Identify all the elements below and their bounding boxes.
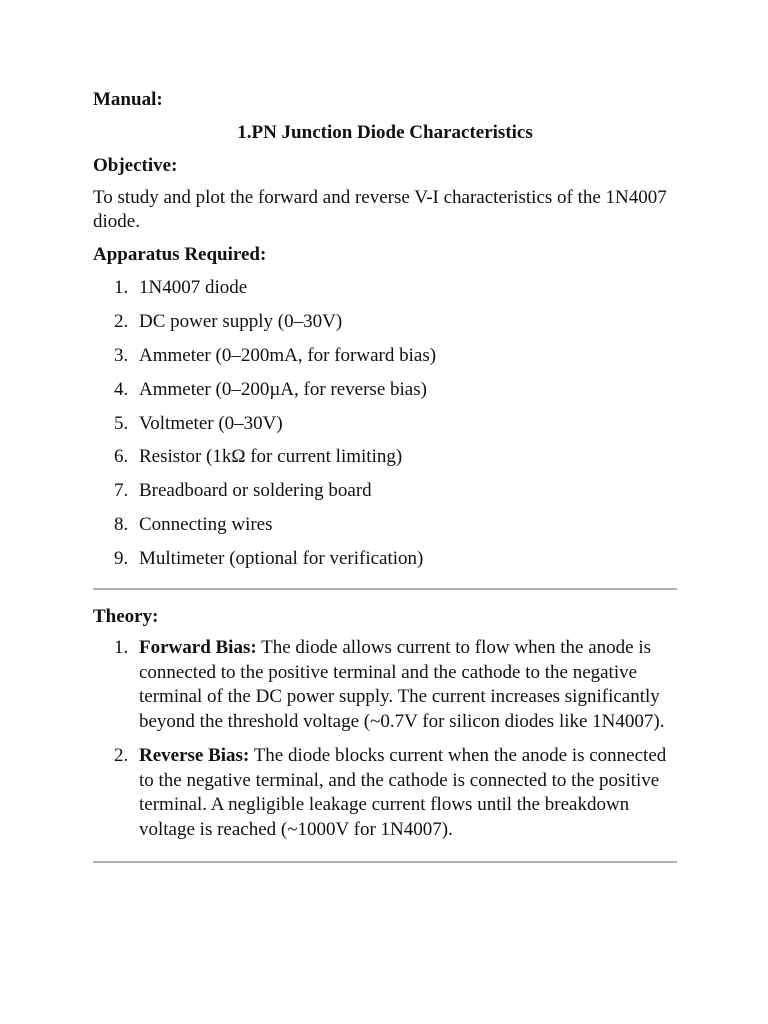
item-text: Ammeter (0–200µA, for reverse bias) bbox=[139, 378, 427, 400]
theory-item-forward-bias bbox=[114, 636, 677, 734]
section-divider bbox=[93, 861, 677, 863]
item-number: 3. bbox=[114, 344, 129, 366]
item-number: 6. bbox=[114, 446, 129, 468]
document-page bbox=[93, 88, 677, 863]
manual-label: Manual: bbox=[93, 89, 163, 110]
item-text: Resistor (1kΩ for current limiting) bbox=[139, 446, 403, 468]
item-number: 8. bbox=[114, 514, 129, 536]
item-text: Breadboard or soldering board bbox=[139, 480, 372, 502]
theory-text: The diode blocks current when the anode is connected to the negative terminal, and the cathode is connected to the positive terminal. A negligible leakage current flows until the breakdown voltage is reached (~1000V for 1N4007). bbox=[139, 745, 667, 840]
apparatus-item bbox=[114, 479, 677, 503]
theory-term: Forward Bias: bbox=[139, 637, 257, 659]
theory-item-reverse-bias bbox=[114, 744, 677, 842]
apparatus-item bbox=[114, 276, 677, 300]
item-text: Multimeter (optional for verification) bbox=[139, 548, 424, 570]
item-number: 7. bbox=[114, 480, 129, 502]
item-number: 9. bbox=[114, 548, 129, 570]
theory-text: The diode allows current to flow when the anode is connected to the positive terminal and the cathode to the negative terminal of the DC power supply. The current increases significantly beyond the threshold voltage (~0.7V for silicon diodes like 1N4007). bbox=[139, 637, 665, 732]
objective-text: To study and plot the forward and reverse V-I characteristics of the 1N4007 diode. bbox=[93, 187, 667, 232]
apparatus-item bbox=[114, 378, 677, 402]
apparatus-list bbox=[93, 276, 677, 571]
item-number: 5. bbox=[114, 412, 129, 434]
objective-heading: Objective: bbox=[93, 155, 178, 176]
item-text: Connecting wires bbox=[139, 514, 273, 536]
theory-heading: Theory: bbox=[93, 606, 159, 628]
item-text: Ammeter (0–200mA, for forward bias) bbox=[139, 344, 437, 366]
item-number: 4. bbox=[114, 378, 129, 400]
apparatus-item bbox=[114, 412, 677, 436]
apparatus-item bbox=[114, 547, 677, 571]
item-text: 1N4007 diode bbox=[139, 277, 248, 298]
apparatus-item bbox=[114, 310, 677, 334]
document-title: 1.PN Junction Diode Characteristics bbox=[237, 122, 533, 143]
apparatus-item bbox=[114, 513, 677, 537]
theory-list bbox=[93, 636, 677, 842]
item-text: DC power supply (0–30V) bbox=[139, 310, 343, 332]
section-divider bbox=[93, 588, 677, 590]
item-number: 2. bbox=[114, 745, 129, 767]
item-number: 1. bbox=[114, 277, 129, 298]
item-number: 2. bbox=[114, 310, 129, 332]
apparatus-item bbox=[114, 445, 677, 469]
apparatus-item bbox=[114, 344, 677, 368]
theory-term: Reverse Bias: bbox=[139, 745, 250, 767]
apparatus-heading: Apparatus Required: bbox=[93, 244, 267, 265]
item-text: Voltmeter (0–30V) bbox=[139, 412, 283, 434]
item-number: 1. bbox=[114, 637, 129, 659]
